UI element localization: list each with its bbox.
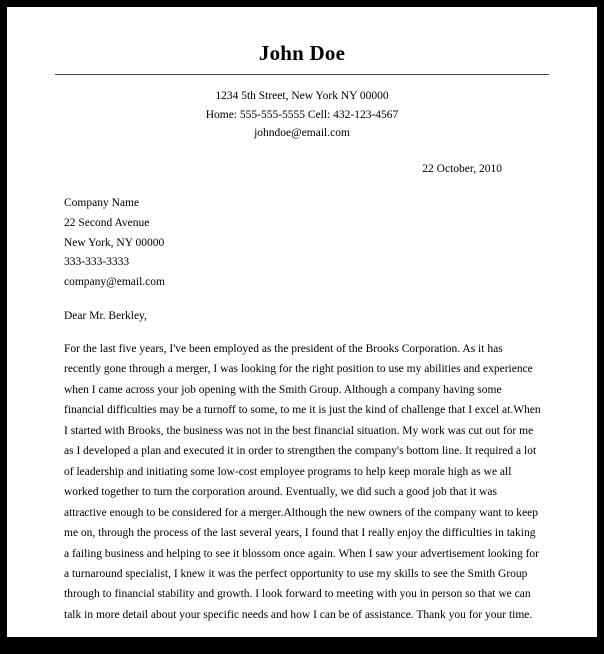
sender-address-line: 1234 5th Street, New York NY 00000 bbox=[215, 90, 389, 103]
letter-body: For the last five years, I've been employed as the president of the Brooks Corporation. As it has recently gone through a merger, I was looking for the right position to use my abilities and experience when I came across your job opening with the Smith Group. Although a company having some financial difficulties may be a turnoff to some, to me it is just the kind of challenge that I excel at.When I started with Brooks, the business was not in the best financial situation. My work was cut out for me as I developed a plan and executed it in order to strengthen the company's bottom line. It required a lot of leadership and initiating some low-cost employee programs to help keep morale high as we all worked together to turn the corporation around. Eventually, we did such a good job that it was attractive enough to be considered for a merger.Although the new owners of the company want to keep me on, through the process of the last several years, I found that I really enjoy the difficulties in taking a failing business and helping to see it blossom once again. When I saw your advertisement looking for a turnaround specialist, I knew it was the perfect opportunity to use my skills to see the Smith Group through to financial stability and growth. I look forward to meeting with you in person so that we can talk in more detail about your specific needs and how I can be of assistance. Thank you for your time. bbox=[64, 342, 541, 621]
header-divider bbox=[55, 74, 549, 75]
page-title: John Doe bbox=[258, 41, 346, 65]
recipient-line: 22 Second Avenue bbox=[64, 216, 150, 229]
letter-date: 22 October, 2010 bbox=[422, 163, 502, 176]
letter-content bbox=[55, 7, 549, 654]
recipient-line: Company Name bbox=[64, 197, 140, 210]
recipient-line: company@email.com bbox=[64, 276, 165, 289]
document-page bbox=[7, 7, 597, 654]
recipient-address-block bbox=[64, 194, 549, 293]
recipient-line: New York, NY 00000 bbox=[64, 236, 165, 249]
sender-contact-block bbox=[55, 87, 549, 143]
salutation: Dear Mr. Berkley, bbox=[64, 309, 147, 322]
signature-name: John Doe bbox=[64, 642, 108, 654]
recipient-line: 333-333-3333 bbox=[64, 256, 130, 269]
sender-phone-line: Home: 555-555-5555 Cell: 432-123-4567 bbox=[205, 108, 399, 121]
sender-email: johndoe@email.com bbox=[254, 127, 350, 140]
